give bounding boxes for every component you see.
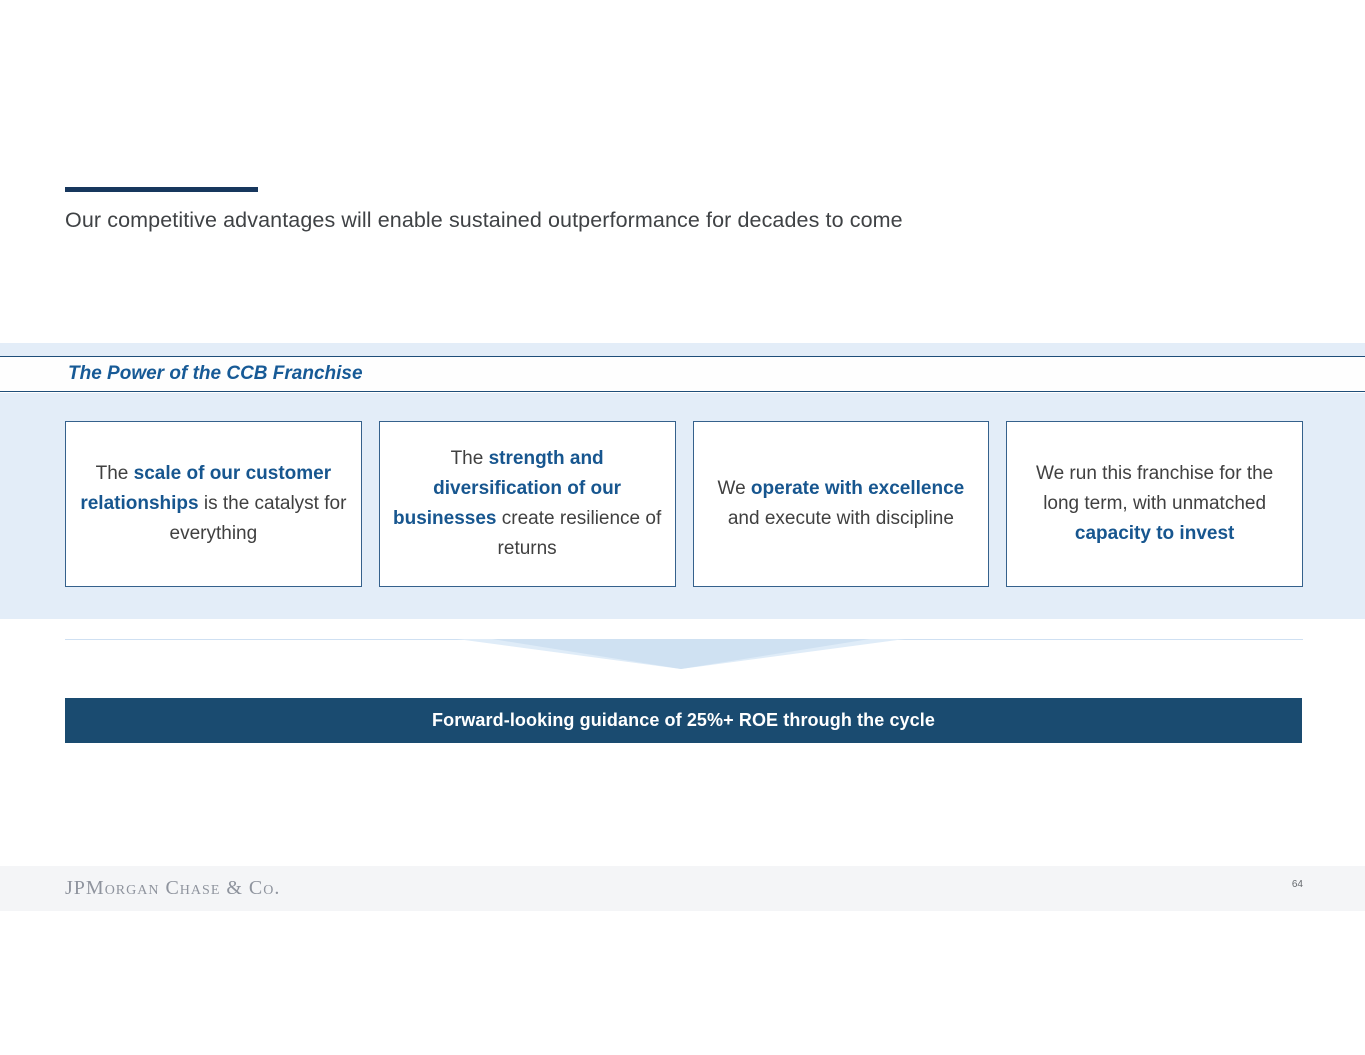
advantage-text: We operate with excellence and execute with discipline	[717, 478, 965, 529]
footer-band	[0, 866, 1365, 911]
down-chevron-inner-icon	[492, 639, 870, 669]
advantage-text: We run this franchise for the long term, with unmatched capacity to invest	[1035, 463, 1274, 544]
title-accent-line	[65, 187, 258, 192]
advantage-box	[379, 421, 676, 587]
advantage-box	[1006, 421, 1303, 587]
advantage-box	[65, 421, 362, 587]
advantage-box	[693, 421, 990, 587]
guidance-banner	[65, 698, 1302, 743]
section-header: The Power of the CCB Franchise	[68, 363, 363, 384]
guidance-banner-text: Forward-looking guidance of 25%+ ROE through the cycle	[432, 710, 935, 730]
light-blue-strip	[0, 343, 1365, 356]
advantage-boxes	[65, 421, 1303, 587]
slide-title: Our competitive advantages will enable sustained outperformance for decades to come	[65, 208, 903, 232]
advantage-text: The strength and diversification of our businesses create resilience of returns	[393, 448, 662, 559]
section-header-band	[0, 356, 1365, 392]
page-number: 64	[1291, 879, 1303, 890]
jpmorgan-chase-logo: JPMorgan Chase & Co.	[65, 877, 281, 899]
advantage-text: The scale of our customer relationships is the catalyst for everything	[80, 463, 347, 544]
